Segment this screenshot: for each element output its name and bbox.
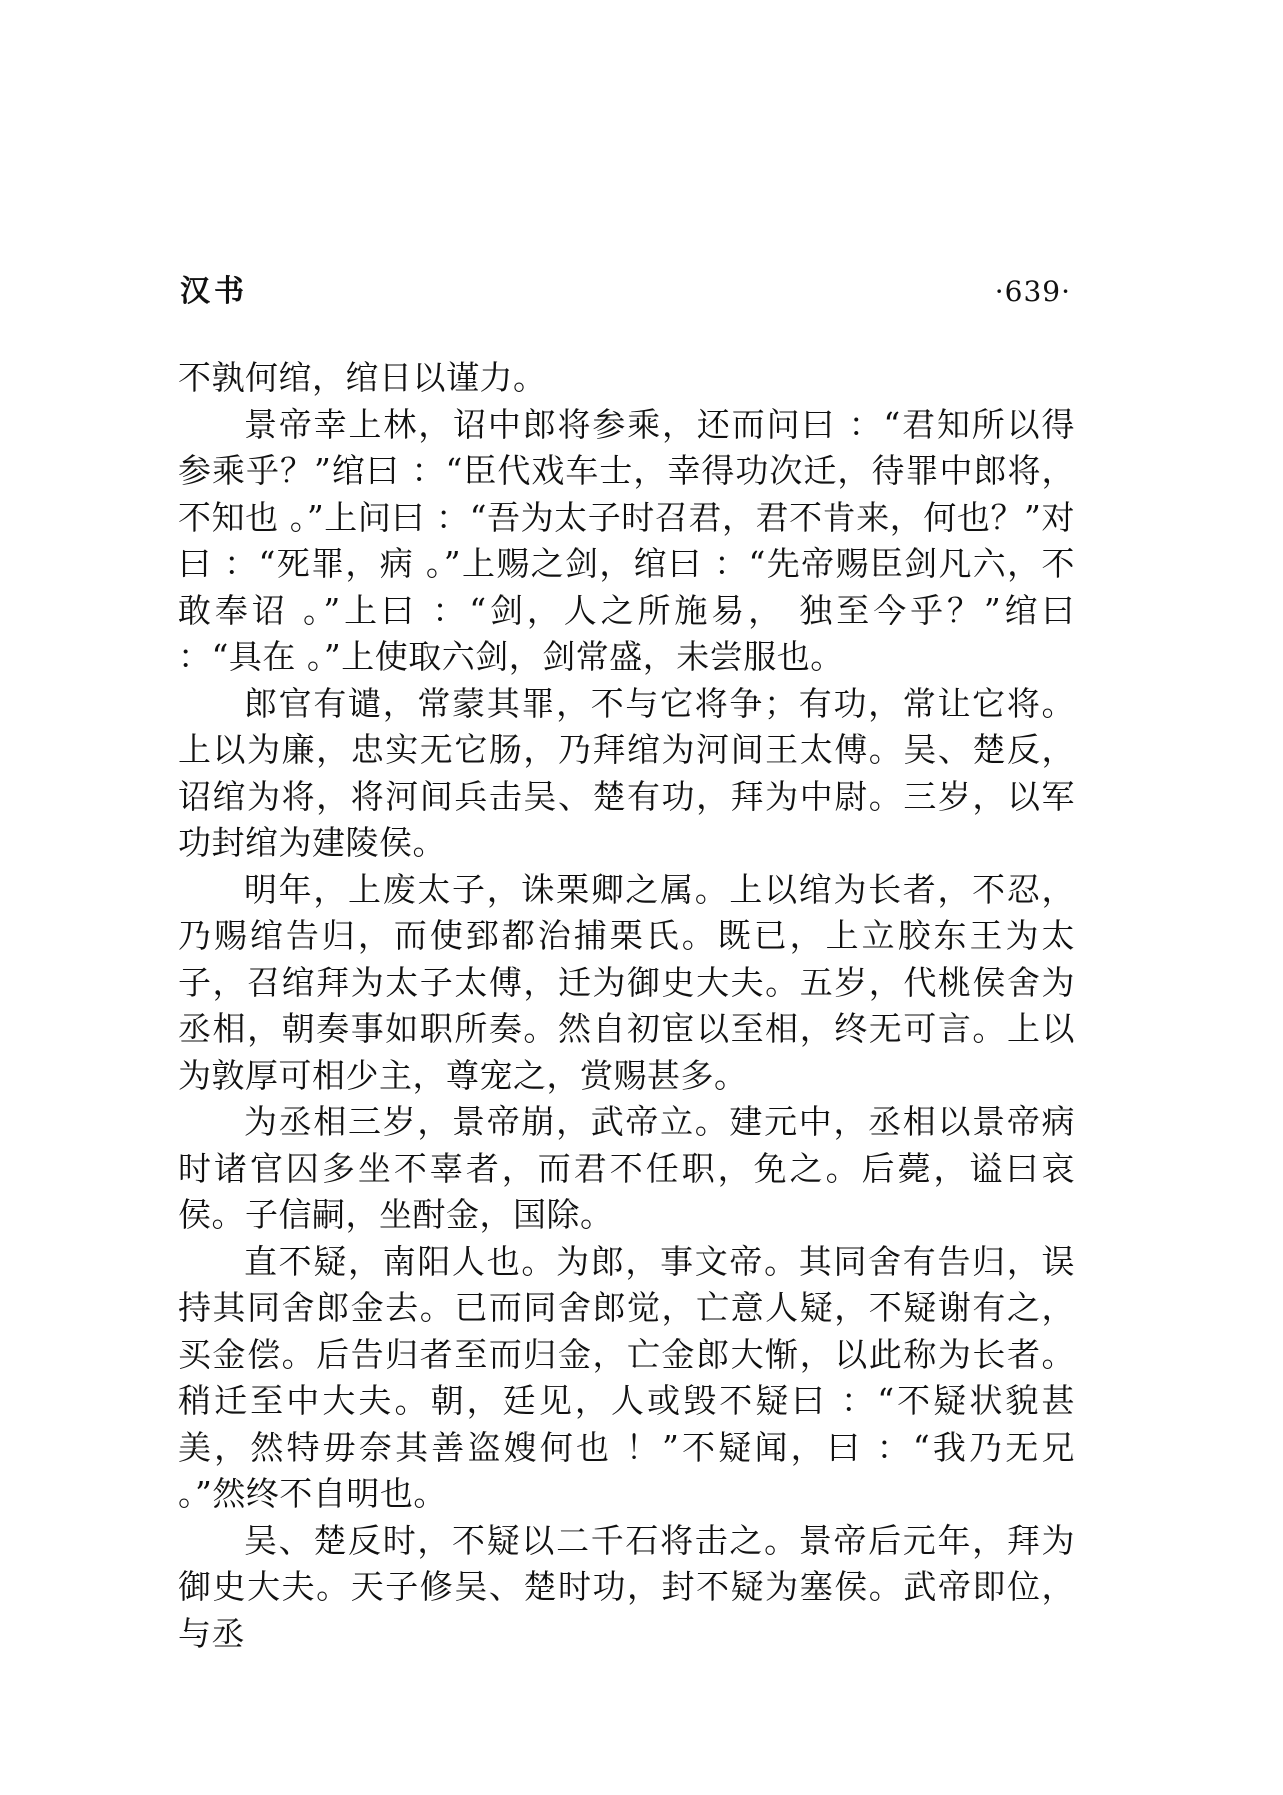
paragraph: 郎官有谴，常蒙其罪，不与它将争；有功，常让它将。上以为廉，忠实无它肠，乃拜绾为河间王太傅。吴、楚反，诏绾为将，将河间兵击吴、楚有功，拜为中尉。三岁，以军功封绾为建陵侯。 <box>178 683 1075 862</box>
paragraph: 直不疑，南阳人也。为郎，事文帝。其同舍有告归，误持其同舍郎金去。已而同舍郎觉，亡意人疑，不疑谢有之，买金偿。后告归者至而归金，亡金郎大惭，以此称为长者。稍迁至中大夫。朝，廷见，人或毁不疑曰 ：“不疑状貌甚美，然特毋奈其善盗嫂何也 ！”不疑闻，曰 ：“我乃无兄 。”然终不自明也。 <box>178 1241 1075 1513</box>
paragraph: 明年，上废太子，诛栗卿之属。上以绾为长者，不忍，乃赐绾告归，而使郅都治捕栗氏。既已，上立胶东王为太子，召绾拜为太子太傅，迁为御史大夫。五岁，代桃侯舍为丞相，朝奏事如职所奏。然自初宦以至相，终无可言。上以为敦厚可相少主，尊宠之，赏赐甚多。 <box>178 869 1075 1095</box>
paragraph-continuation: 不孰何绾，绾日以谨力。 <box>178 358 547 397</box>
body-text <box>178 355 1075 1657</box>
page-number: ·639· <box>994 275 1071 308</box>
running-title: 汉书 <box>180 274 248 309</box>
paragraph: 为丞相三岁，景帝崩，武帝立。建元中，丞相以景帝病时诸官囚多坐不辜者，而君不任职，免之。后薨，谥曰哀侯。子信嗣，坐酎金，国除。 <box>178 1102 1075 1234</box>
paragraph: 景帝幸上林，诏中郎将参乘，还而问曰 ：“君知所以得参乘乎？”绾曰 ：“臣代戏车士，幸得功次迁，待罪中郎将，不知也 。”上问曰 ：“吾为太子时召君，君不肯来，何也？”对曰 ：“死罪，病 。”上赐之剑，绾曰 ：“先帝赐臣剑凡六，不敢奉诏 。”上曰 ：“剑，人之所施易， 独至今乎？”绾曰 ：“具在 。”上使取六剑，剑常盛，未尝服也。 <box>178 404 1075 676</box>
paragraph: 吴、楚反时，不疑以二千石将击之。景帝后元年，拜为御史大夫。天子修吴、楚时功，封不疑为塞侯。武帝即位，与丞 <box>178 1520 1075 1653</box>
